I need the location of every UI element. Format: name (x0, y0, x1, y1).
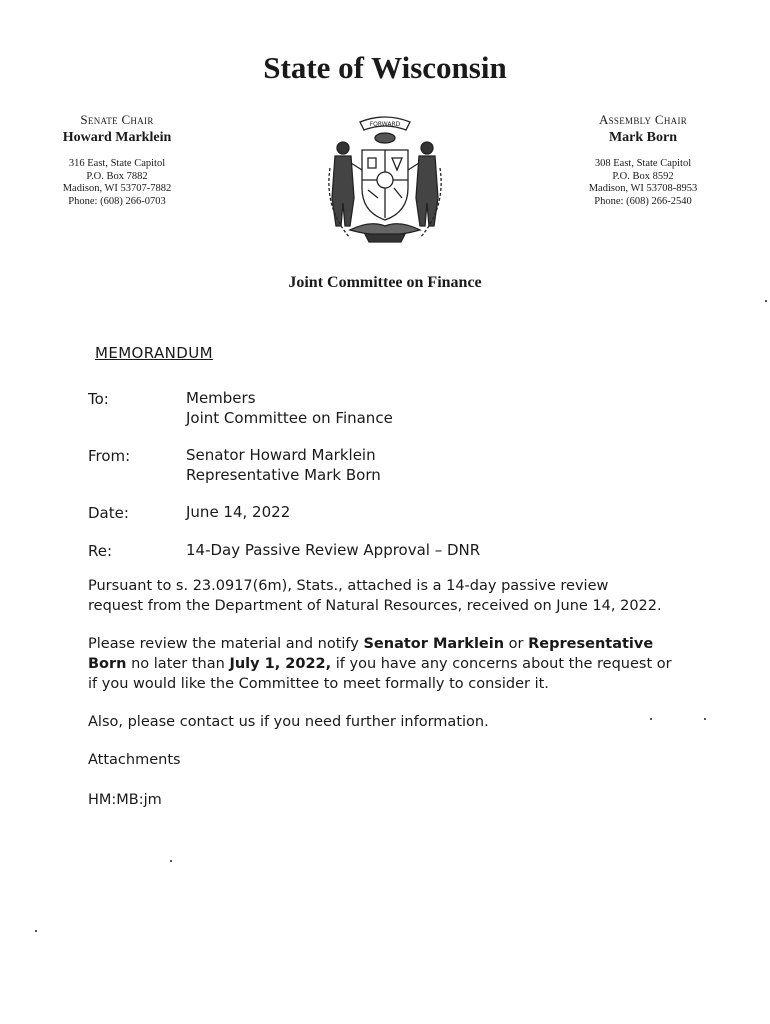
to-line: Members (186, 389, 256, 407)
body-paragraph-2 (88, 634, 678, 694)
scan-speck (704, 718, 706, 720)
address-line: P.O. Box 8592 (612, 170, 674, 182)
scan-speck (765, 300, 767, 302)
assembly-chair-role: Assembly Chair (598, 112, 688, 127)
address-line: Madison, WI 53708-8953 (588, 183, 698, 194)
senator-name-bold: Senator Marklein (363, 636, 505, 652)
senate-chair-name: Howard Marklein (62, 130, 172, 145)
scan-speck (35, 930, 37, 932)
to-label: To: (88, 390, 109, 408)
address-line: 308 East, State Capitol (594, 158, 692, 169)
attachments-note: Attachments (88, 752, 181, 768)
from-value (186, 445, 381, 485)
assembly-chair-block (543, 112, 743, 208)
deadline-bold: July 1, 2022, (229, 656, 332, 672)
para2-text: no later than (126, 656, 230, 672)
re-value: 14-Day Passive Review Approval – DNR (186, 541, 481, 559)
date-label: Date: (88, 504, 129, 522)
committee-name: Joint Committee on Finance (288, 274, 482, 291)
para2-text: or (504, 636, 529, 652)
para2-text: if you have any concerns about the request or if you would like the Committee to meet formally to consider it. (88, 656, 672, 692)
assembly-chair-name: Mark Born (608, 130, 678, 145)
senate-chair-address (17, 158, 217, 208)
address-line: 316 East, State Capitol (68, 158, 166, 169)
reference-initials: HM:MB:jm (88, 792, 162, 808)
senate-chair-block (17, 112, 217, 208)
from-line: Representative Mark Born (186, 466, 381, 484)
representative-name-bold: Representative Born (88, 636, 654, 672)
memo-heading: MEMORANDUM (95, 344, 213, 362)
scan-speck (650, 718, 652, 720)
to-line: Joint Committee on Finance (186, 409, 393, 427)
address-line: Phone: (608) 266-0703 (68, 195, 166, 207)
to-value (186, 388, 393, 428)
date-value: June 14, 2022 (186, 503, 291, 521)
senate-chair-role: Senate Chair (80, 112, 154, 127)
from-line: Senator Howard Marklein (186, 446, 376, 464)
re-label: Re: (88, 542, 113, 560)
address-line: Madison, WI 53707-7882 (62, 183, 172, 194)
from-label: From: (88, 447, 131, 465)
body-paragraph-3: Also, please contact us if you need further information. (88, 714, 489, 730)
seal-motto: FORWARD (369, 121, 401, 128)
para2-text: Please review the material and notify (88, 636, 364, 652)
address-line: Phone: (608) 266-2540 (594, 195, 692, 207)
state-seal-icon (310, 108, 460, 258)
page-title: State of Wisconsin (263, 50, 507, 85)
address-line: P.O. Box 7882 (86, 170, 148, 182)
body-paragraph-1: Pursuant to s. 23.0917(6m), Stats., attached is a 14-day passive review request from the Department of Natural Resources, received on June 14, 2022. (88, 578, 662, 614)
scan-speck (170, 860, 172, 862)
assembly-chair-address (543, 158, 743, 208)
